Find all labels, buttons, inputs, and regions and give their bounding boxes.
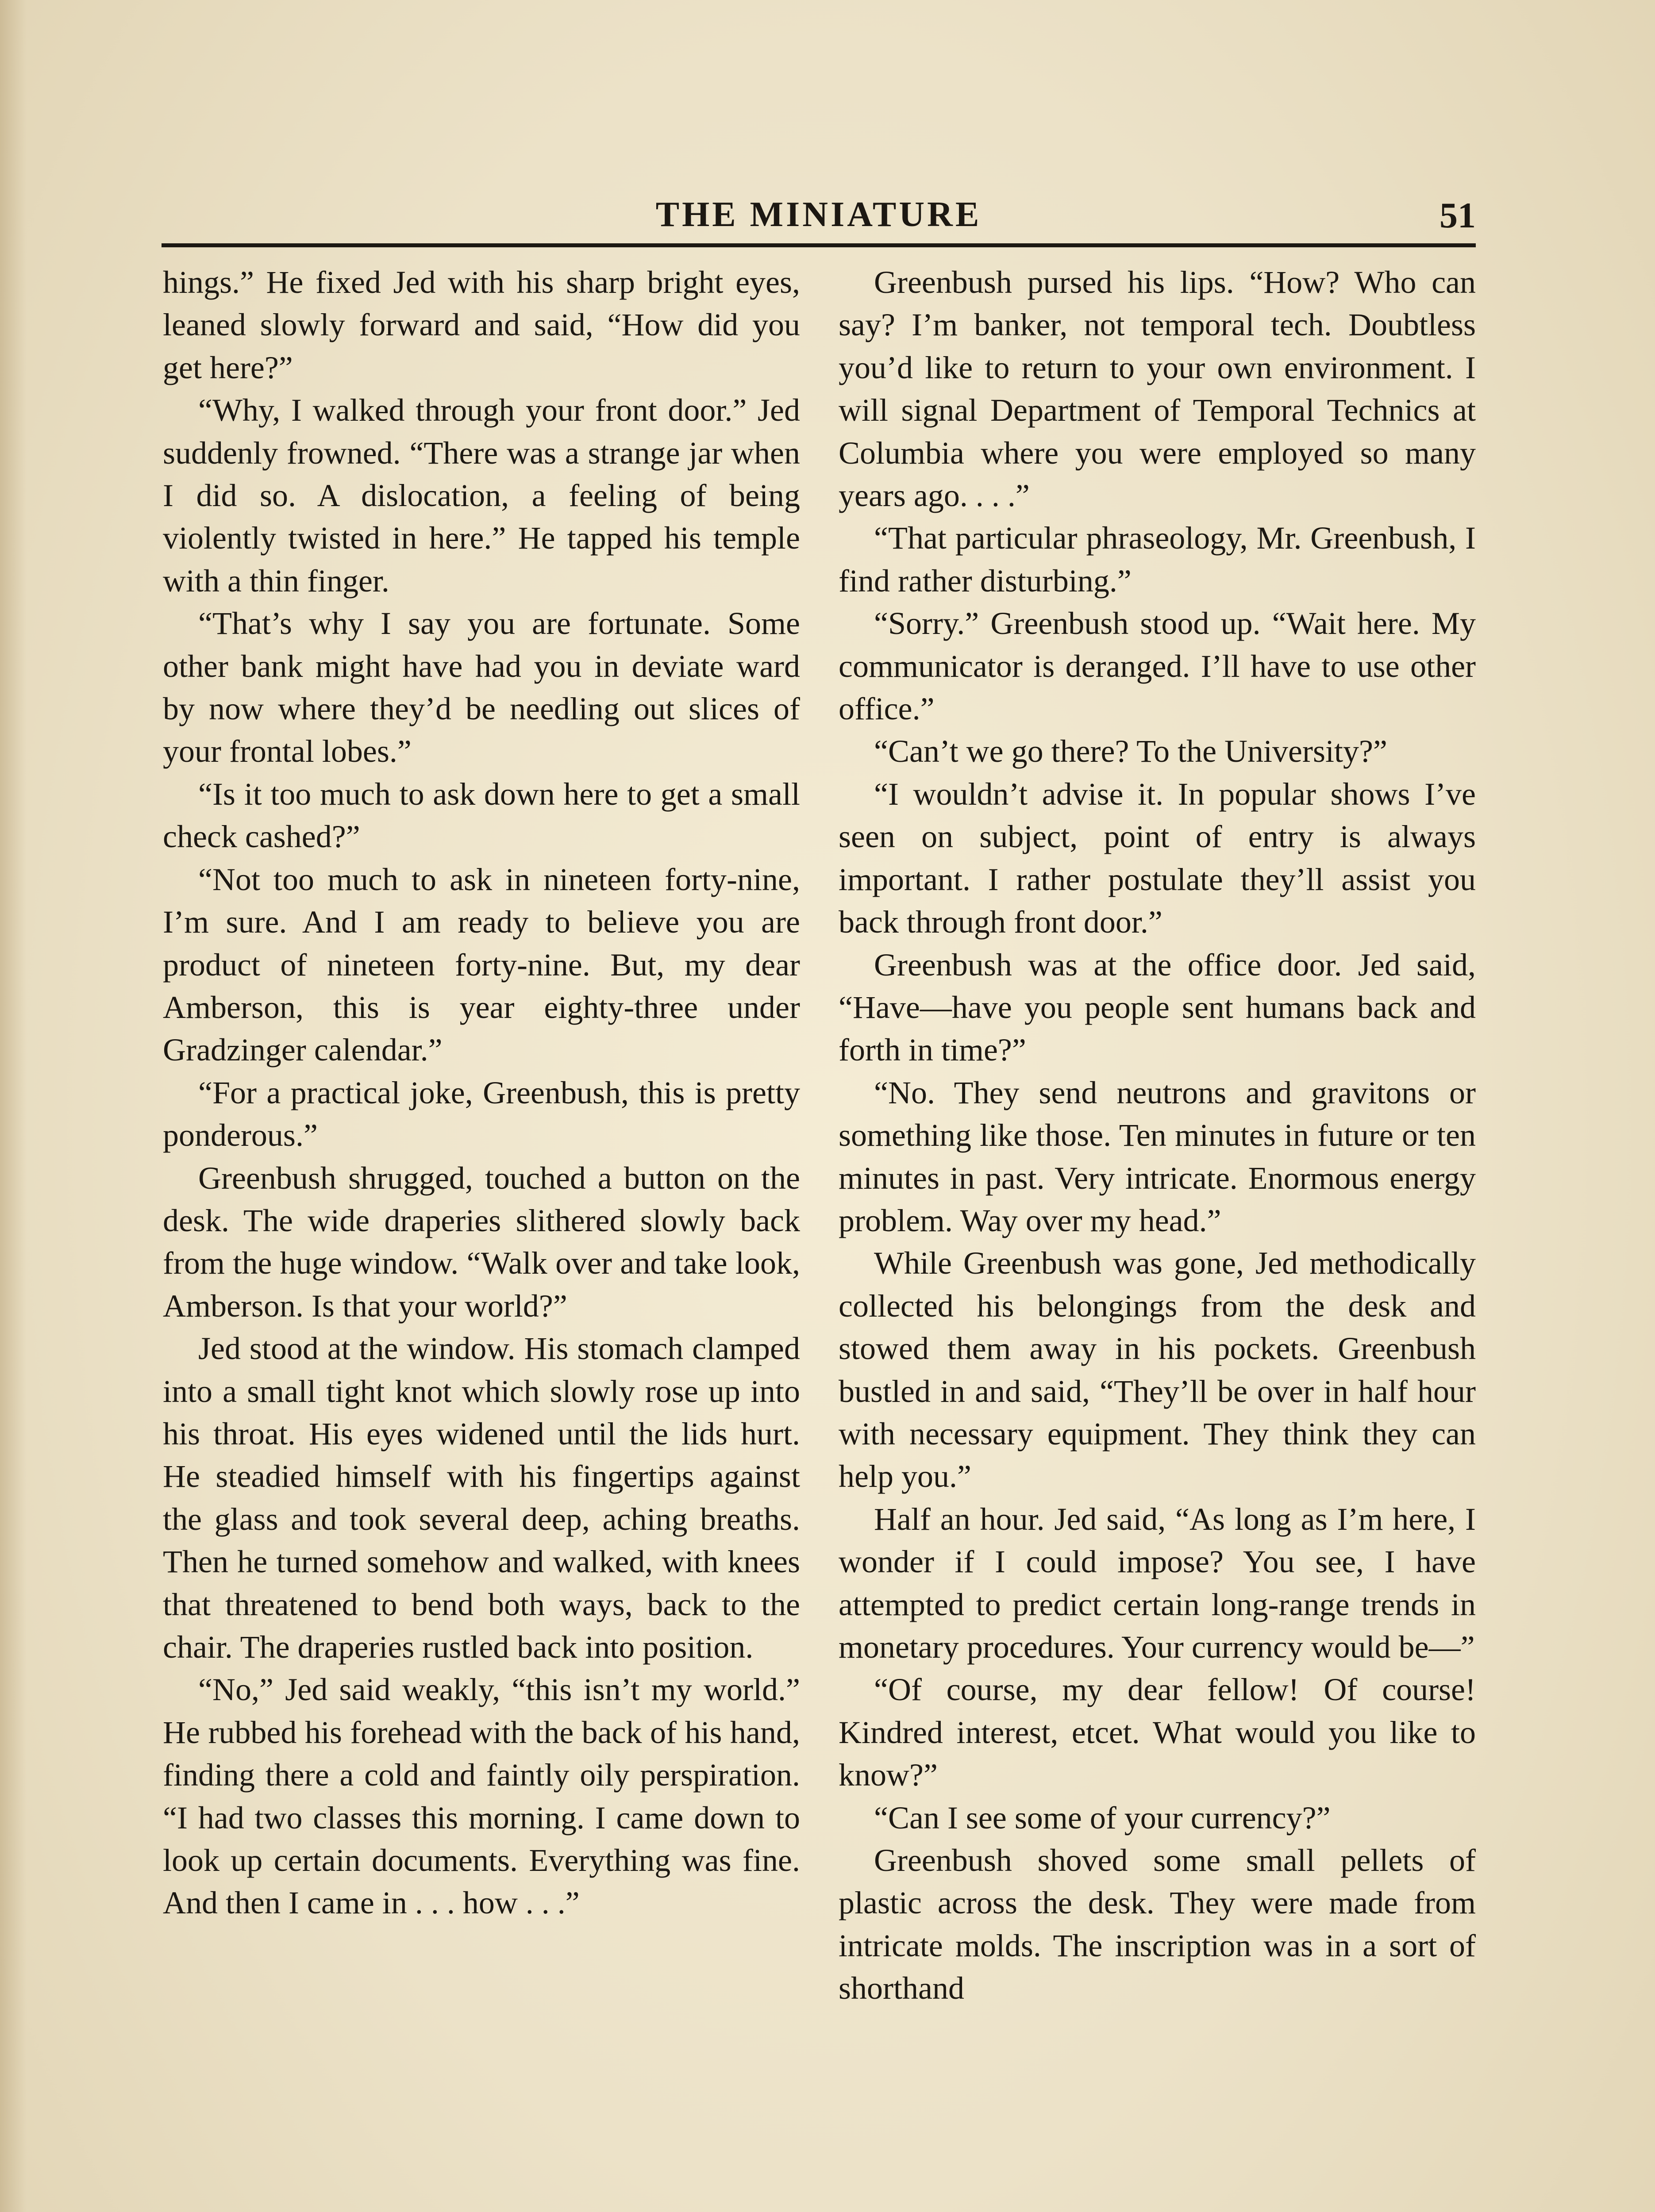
page-number: 51 xyxy=(1439,195,1476,235)
paragraph: “Of course, my dear fellow! Of course! Kindred interest, etcet. What would you like to know?” xyxy=(839,1672,1476,1793)
paragraph: “For a practical joke, Greenbush, this is pretty ponderous.” xyxy=(163,1075,800,1153)
paragraph: Greenbush was at the office door. Jed said, “Have—have you people sent humans back and forth in time?” xyxy=(839,947,1476,1068)
running-title: THE MINIATURE xyxy=(655,195,982,234)
paragraph: Greenbush shoved some small pellets of plastic across the desk. They were made from intricate molds. The inscription was in a sort of shorthand xyxy=(839,1843,1476,2006)
page-edge-shadow xyxy=(0,0,27,2212)
paragraph: “Can’t we go there? To the University?” xyxy=(874,733,1387,769)
header-rule xyxy=(162,243,1476,247)
paragraph: “No,” Jed said weakly, “this isn’t my world.” He rubbed his forehead with the back of his hand, finding there a cold and faintly oily perspiration. “I had two classes this morning. I came down to look up certain documents. Everything was fine. And then I came in . . . how . . .” xyxy=(163,1672,800,1921)
paragraph: hings.” He fixed Jed with his sharp bright eyes, leaned slowly forward and said, “How did you get here?” xyxy=(163,265,800,385)
paragraph: “Is it too much to ask down here to get a small check cashed?” xyxy=(163,776,800,855)
left-column xyxy=(163,261,800,1924)
paragraph: “I wouldn’t advise it. In popular shows I’ve seen on subject, point of entry is always important. I rather postulate they’ll assist you back through front door.” xyxy=(839,776,1476,940)
right-column xyxy=(839,261,1476,2010)
paragraph: “That’s why I say you are fortunate. Some other bank might have had you in deviate ward by now where they’d be needling out slices of your frontal lobes.” xyxy=(163,606,800,769)
paragraph: “Can I see some of your currency?” xyxy=(874,1800,1331,1836)
paragraph: “Sorry.” Greenbush stood up. “Wait here. My communicator is deranged. I’ll have to use other office.” xyxy=(839,606,1476,727)
paragraph: “No. They send neutrons and gravitons or something like those. Ten minutes in future or ten minutes in past. Very intricate. Enormous energy problem. Way over my head.” xyxy=(839,1075,1476,1238)
paragraph: “That particular phraseology, Mr. Greenbush, I find rather disturbing.” xyxy=(839,520,1476,599)
paragraph: Jed stood at the window. His stomach clamped into a small tight knot which slowly rose up into his throat. His eyes widened until the lids hurt. He steadied himself with his fingertips against the glass and took several deep, aching breaths. Then he turned somehow and walked, with knees that threatened to bend both ways, back to the chair. The draperies rustled back into position. xyxy=(163,1331,800,1665)
paragraph: “Why, I walked through your front door.” Jed suddenly frowned. “There was a strange jar when I did so. A dislocation, a feeling of being violently twisted in here.” He tapped his temple with a thin finger. xyxy=(163,392,800,599)
page-header xyxy=(162,195,1476,248)
paragraph: Greenbush shrugged, touched a button on the desk. The wide draperies slithered slowly back from the huge window. “Walk over and take look, Amberson. Is that your world?” xyxy=(163,1160,800,1324)
paragraph: Greenbush pursed his lips. “How? Who can say? I’m banker, not temporal tech. Doubtless you’d like to return to your own environment. I will signal Department of Temporal Technics at Columbia where you were employed so many years ago. . . .” xyxy=(839,265,1476,514)
paragraph: “Not too much to ask in nineteen forty-nine, I’m sure. And I am ready to believe you are product of nineteen forty-nine. But, my dear Amberson, this is year eighty-three under Gradzinger calendar.” xyxy=(163,861,800,1068)
paragraph: Half an hour. Jed said, “As long as I’m here, I wonder if I could impose? You see, I have attempted to predict certain long-range trends in monetary procedures. Your currency would be—” xyxy=(839,1501,1476,1665)
paragraph: While Greenbush was gone, Jed methodically collected his belongings from the desk and stowed them away in his pockets. Greenbush bustled in and said, “They’ll be over in half hour with necessary equipment. They think they can help you.” xyxy=(839,1245,1476,1494)
